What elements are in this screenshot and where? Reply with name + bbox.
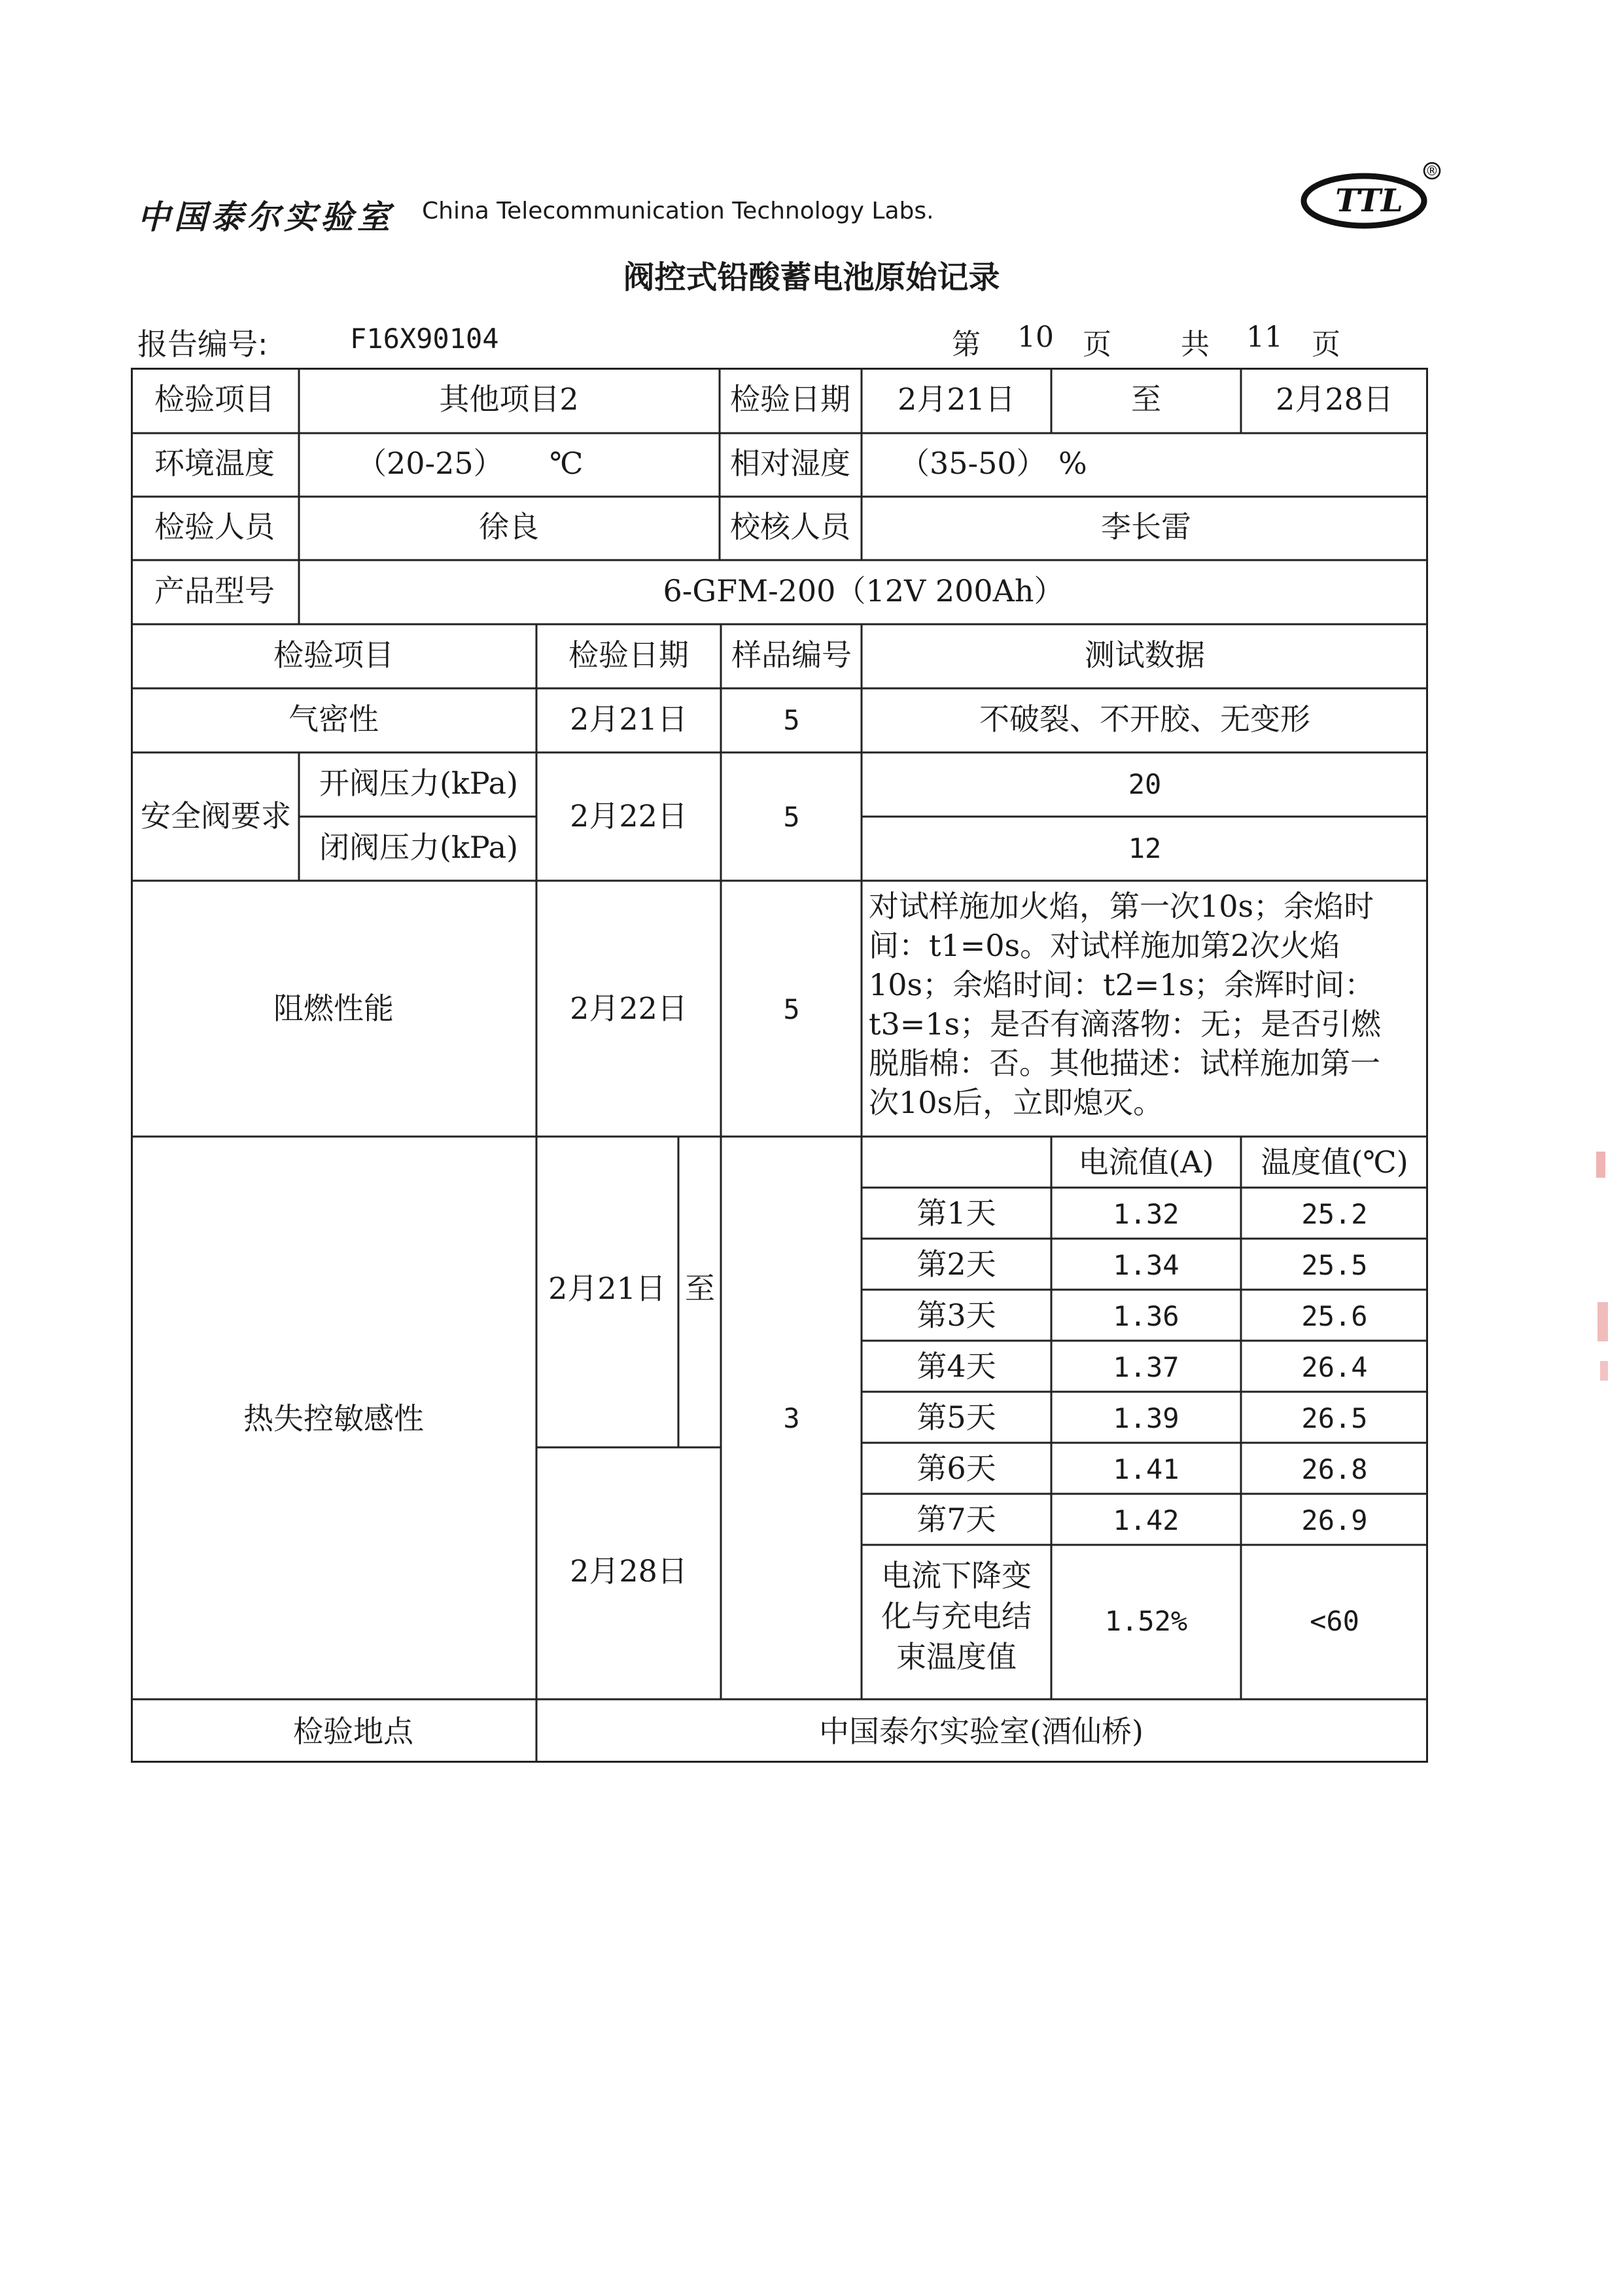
day-label: 第7天 — [916, 1502, 996, 1537]
day-current: 1.37 — [1113, 1351, 1179, 1383]
thermal-day-rows — [916, 1195, 1367, 1537]
day-current: 1.41 — [1113, 1453, 1179, 1485]
col-sample-header: 样品编号 — [731, 637, 852, 673]
record-table — [131, 368, 1428, 1763]
reviewer-label: 校核人员 — [730, 509, 850, 544]
flame-sample: 5 — [783, 993, 800, 1025]
day-current: 1.32 — [1113, 1198, 1179, 1230]
day-temp: 26.5 — [1301, 1402, 1368, 1434]
day-current: 1.34 — [1113, 1249, 1179, 1281]
flame-text-line: 10s；余焰时间：t2=1s；余辉时间： — [869, 967, 1375, 1002]
location-label: 检验地点 — [293, 1714, 413, 1749]
safety-valve-date: 2月22日 — [570, 798, 688, 834]
item-label: 检验项目 — [154, 381, 275, 417]
item-value: 其他项目2 — [439, 381, 579, 417]
env-temp-unit: ℃ — [550, 446, 584, 481]
total-pages: 11 — [1246, 321, 1283, 354]
registered-mark: ® — [1425, 163, 1439, 179]
total-prefix: 共 — [1181, 328, 1210, 361]
day-label: 第3天 — [916, 1298, 996, 1333]
flame-text-line: 对试样施加火焰，第一次10s；余焰时 — [869, 889, 1374, 924]
thermal-to-word: 至 — [685, 1271, 715, 1306]
ttl-logo — [1299, 160, 1442, 236]
inspector-label: 检验人员 — [154, 509, 275, 544]
temp-header: 温度值(℃) — [1261, 1144, 1408, 1180]
date-from: 2月21日 — [898, 381, 1015, 417]
date-to-word: 至 — [1131, 381, 1161, 417]
flame-text-line: 脱脂棉：否。其他描述：试样施加第一 — [869, 1046, 1380, 1081]
page-number: 10 — [1017, 321, 1054, 354]
col-data-header: 测试数据 — [1085, 637, 1205, 673]
thermal-label: 热失控敏感性 — [243, 1401, 424, 1436]
summary-label-line: 化与充电结 — [881, 1598, 1032, 1634]
logo-text: TTL — [1335, 183, 1403, 219]
red-stamp-mark — [1600, 1361, 1608, 1381]
day-current: 1.42 — [1113, 1504, 1179, 1536]
red-stamp-mark — [1596, 1152, 1605, 1178]
flame-text-line: t3=1s；是否有滴落物：无；是否引燃 — [869, 1006, 1382, 1042]
summary-temp: <60 — [1310, 1605, 1359, 1637]
open-pressure-value: 20 — [1128, 768, 1162, 800]
airtight-label: 气密性 — [288, 701, 379, 737]
flame-text-line: 间：t1=0s。对试样施加第2次火焰 — [869, 928, 1340, 963]
col-item-header: 检验项目 — [273, 637, 394, 673]
day-temp: 26.4 — [1301, 1351, 1368, 1383]
env-temp-value: （20-25） — [357, 446, 504, 481]
summary-label-line: 束温度值 — [896, 1639, 1017, 1674]
humidity-label: 相对湿度 — [730, 446, 850, 481]
col-date-header: 检验日期 — [568, 637, 689, 673]
day-label: 第4天 — [916, 1349, 996, 1384]
day-label: 第5天 — [916, 1400, 996, 1435]
day-temp: 26.9 — [1301, 1504, 1368, 1536]
flame-date: 2月22日 — [570, 991, 688, 1026]
thermal-date-end: 2月28日 — [570, 1553, 688, 1589]
airtight-date: 2月21日 — [570, 701, 688, 737]
day-label: 第6天 — [916, 1451, 996, 1486]
lab-name-zh: 中国泰尔实验室 — [137, 198, 394, 236]
current-header: 电流值(A) — [1078, 1144, 1214, 1180]
safety-valve-label: 安全阀要求 — [141, 798, 291, 834]
page-unit: 页 — [1083, 328, 1111, 361]
close-pressure-label: 闭阀压力(kPa) — [319, 830, 519, 865]
date-to: 2月28日 — [1276, 381, 1393, 417]
summary-label-line: 电流下降变 — [881, 1558, 1032, 1593]
airtight-sample: 5 — [783, 704, 800, 736]
report-number: F16X90104 — [350, 323, 499, 355]
reviewer-name: 李长雷 — [1101, 509, 1191, 544]
airtight-result: 不破裂、不开胶、无变形 — [979, 701, 1310, 737]
model-label: 产品型号 — [154, 573, 275, 609]
model-value: 6-GFM-200（12V 200Ah） — [663, 573, 1064, 609]
flame-text-line: 次10s后，立即熄灭。 — [869, 1085, 1164, 1120]
lab-name-en: China Telecommunication Technology Labs. — [422, 198, 934, 224]
day-temp: 26.8 — [1301, 1453, 1368, 1485]
location-value: 中国泰尔实验室(酒仙桥) — [819, 1714, 1143, 1749]
humidity-value: （35-50） — [899, 446, 1047, 481]
thermal-date-start: 2月21日 — [548, 1271, 666, 1306]
open-pressure-label: 开阀压力(kPa) — [319, 766, 519, 801]
day-temp: 25.5 — [1301, 1249, 1368, 1281]
inspector-name: 徐良 — [479, 509, 539, 544]
red-stamp-mark — [1597, 1302, 1608, 1341]
thermal-sample: 3 — [783, 1402, 800, 1434]
day-label: 第1天 — [916, 1195, 996, 1231]
date-label: 检验日期 — [730, 381, 850, 417]
safety-valve-sample: 5 — [783, 801, 800, 833]
humidity-unit: % — [1058, 446, 1087, 481]
day-temp: 25.2 — [1301, 1198, 1368, 1230]
day-current: 1.36 — [1113, 1300, 1179, 1332]
page-prefix: 第 — [952, 328, 981, 361]
report-number-label: 报告编号: — [137, 327, 268, 362]
flame-label: 阻燃性能 — [273, 991, 394, 1026]
env-temp-label: 环境温度 — [154, 446, 275, 481]
total-unit: 页 — [1312, 328, 1340, 361]
day-temp: 25.6 — [1301, 1300, 1368, 1332]
close-pressure-value: 12 — [1128, 832, 1162, 864]
summary-current: 1.52% — [1104, 1605, 1188, 1637]
day-label: 第2天 — [916, 1246, 996, 1282]
day-current: 1.39 — [1113, 1402, 1179, 1434]
document-title: 阀控式铅酸蓄电池原始记录 — [623, 259, 1000, 296]
